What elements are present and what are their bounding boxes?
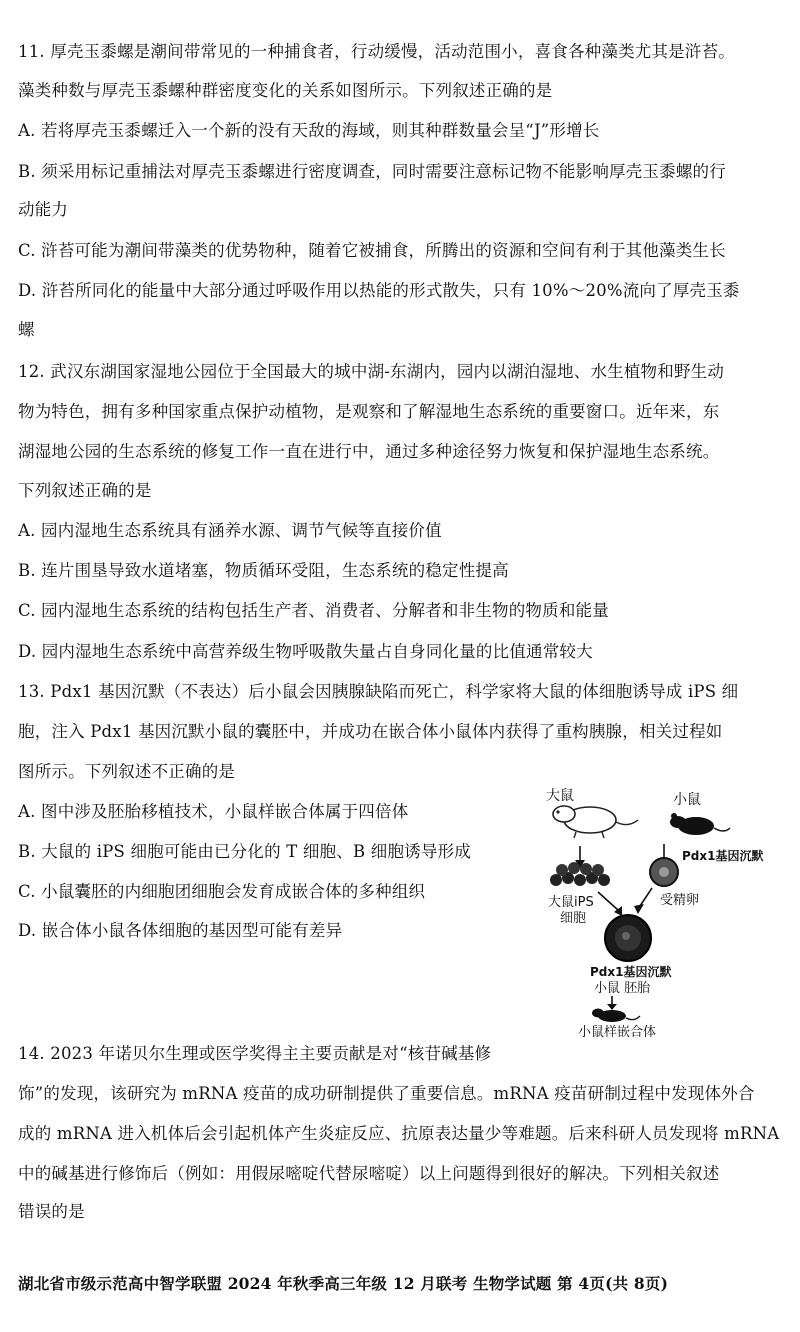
q12-option-d: D. 园内湿地生态系统中高营养级生物呼吸散失量占自身同化量的比值通常较大 bbox=[18, 642, 593, 661]
embryo-label-line1: Pdx1基因沉默 bbox=[590, 965, 672, 979]
embryo-icon bbox=[605, 915, 651, 961]
fertilized-egg-icon bbox=[650, 858, 678, 886]
q12-option-c: C. 园内湿地生态系统的结构包括生产者、消费者、分解者和非生物的物质和能量 bbox=[18, 601, 609, 620]
q11-option-d-line1: D. 浒苔所同化的能量中大部分通过呼吸作用以热能的形式散失，只有 10%～20%流向了厚壳玉黍 bbox=[18, 281, 740, 300]
chimera-label: 小鼠样嵌合体 bbox=[578, 1025, 657, 1038]
q12-option-a: A. 园内湿地生态系统具有涵养水源、调节气候等直接价值 bbox=[18, 521, 442, 540]
q13-option-a: A. 图中涉及胚胎移植技术，小鼠样嵌合体属于四倍体 bbox=[18, 802, 409, 821]
q14-stem-line1: 14. 2023 年诺贝尔生理或医学奖得主主要贡献是对“核苷碱基修 bbox=[18, 1044, 492, 1063]
q13-stem-line3: 图所示。下列叙述不正确的是 bbox=[18, 762, 236, 781]
q12-stem-line3: 湖湿地公园的生态系统的修复工作一直在进行中，通过多种途径努力恢复和保护湿地生态系统。 bbox=[18, 442, 720, 461]
q11-stem-line2: 藻类种数与厚壳玉黍螺种群密度变化的关系如图所示。下列叙述正确的是 bbox=[18, 81, 553, 100]
q11-option-d-line2: 螺 bbox=[18, 320, 35, 339]
q13-option-b: B. 大鼠的 iPS 细胞可能由已分化的 T 细胞、B 细胞诱导形成 bbox=[18, 842, 471, 861]
arrow-ips-to-embryo bbox=[598, 892, 622, 916]
q13-stem-line1: 13. Pdx1 基因沉默（不表达）后小鼠会因胰腺缺陷而死亡，科学家将大鼠的体细胞诱导成 iPS 细 bbox=[18, 682, 739, 701]
mouse-icon bbox=[670, 813, 730, 835]
rat-label: 大鼠 bbox=[546, 788, 574, 804]
q11-option-c: C. 浒苔可能为潮间带藻类的优势物种，随着它被捕食，所腾出的资源和空间有利于其他藻类生长 bbox=[18, 241, 726, 260]
chimera-mouse-icon bbox=[592, 1009, 640, 1023]
q11-option-b-line1: B. 须采用标记重捕法对厚壳玉黍螺进行密度调查，同时需要注意标记物不能影响厚壳玉黍螺的行 bbox=[18, 162, 726, 181]
arrow-egg-to-embryo bbox=[634, 888, 652, 914]
q13-stem-line2: 胞，注入 Pdx1 基因沉默小鼠的囊胚中，并成功在嵌合体小鼠体内获得了重构胰腺，相关过程如 bbox=[18, 722, 723, 741]
mouse-label: 小鼠 bbox=[673, 792, 701, 808]
rat-icon bbox=[553, 806, 638, 838]
fertilized-egg-label: 受精卵 bbox=[660, 893, 700, 908]
q12-stem-line2: 物为特色，拥有多种国家重点保护动植物，是观察和了解湿地生态系统的重要窗口。近年来，东 bbox=[18, 402, 720, 421]
rat-ips-label-line1: 大鼠iPS bbox=[548, 895, 594, 910]
pdx1-silenced-label: Pdx1基因沉默 bbox=[682, 849, 764, 863]
q12-stem-line1: 12. 武汉东湖国家湿地公园位于全国最大的城中湖-东湖内，园内以湖泊湿地、水生植物和野生动 bbox=[18, 362, 725, 381]
embryo-label-line2: 小鼠 胚胎 bbox=[594, 981, 651, 996]
q11-option-a: A. 若将厚壳玉黍螺迁入一个新的没有天敌的海域，则其种群数量会呈“J”形增长 bbox=[18, 121, 600, 140]
q13-option-d: D. 嵌合体小鼠各体细胞的基因型可能有差异 bbox=[18, 921, 343, 940]
q14-stem-line2: 饰”的发现，该研究为 mRNA 疫苗的成功研制提供了重要信息。mRNA 疫苗研制过程中发现体外合 bbox=[18, 1084, 755, 1103]
chimera-process-diagram bbox=[528, 788, 788, 1038]
q14-stem-line3: 成的 mRNA 进入机体后会引起机体产生炎症反应、抗原表达量少等难题。后来科研人员发现将 mRNA bbox=[18, 1124, 780, 1143]
q14-stem-line4: 中的碱基进行修饰后（例如：用假尿嘧啶代替尿嘧啶）以上问题得到很好的解决。下列相关叙述 bbox=[18, 1164, 720, 1183]
q14-stem-line5: 错误的是 bbox=[18, 1202, 85, 1221]
rat-ips-label-line2: 细胞 bbox=[560, 911, 587, 926]
arrow-embryo-to-chimera bbox=[607, 996, 617, 1010]
q12-stem-line4: 下列叙述正确的是 bbox=[18, 481, 152, 500]
q13-option-c: C. 小鼠囊胚的内细胞团细胞会发育成嵌合体的多种组织 bbox=[18, 882, 426, 901]
q11-stem-line1: 11. 厚壳玉黍螺是潮间带常见的一种捕食者，行动缓慢，活动范围小，喜食各种藻类尤其是浒苔。 bbox=[18, 42, 735, 61]
q11-option-b-line2: 动能力 bbox=[18, 200, 69, 219]
page-footer: 湖北省市级示范高中智学联盟 2024 年秋季高三年级 12 月联考 生物学试题 第 4页(共 8页) bbox=[18, 1274, 669, 1293]
q12-option-b: B. 连片围垦导致水道堵塞，物质循环受阻，生态系统的稳定性提高 bbox=[18, 561, 509, 580]
